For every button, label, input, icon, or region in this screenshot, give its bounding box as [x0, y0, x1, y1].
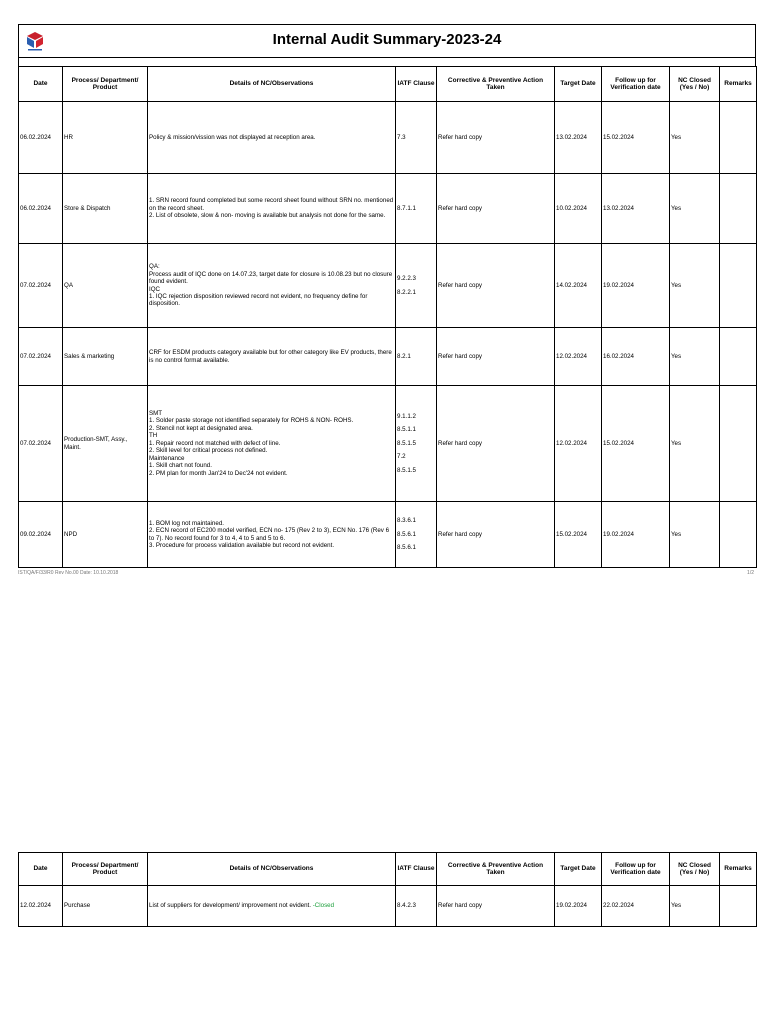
header-clause: IATF Clause	[396, 853, 437, 886]
cell-date: 07.02.2024	[19, 386, 63, 502]
cell-details	[148, 386, 396, 502]
cell-details	[148, 174, 396, 244]
cell-details	[148, 886, 396, 927]
table-row	[19, 386, 757, 502]
cell-clause: 8.4.2.3	[396, 886, 437, 927]
details-text: List of suppliers for development/ improvement not evident.	[149, 902, 313, 910]
clause-line: 8.5.1.1	[397, 426, 416, 434]
details-line: 1. Solder paste storage not identified separately for ROHS & NON- ROHS.	[149, 417, 354, 425]
details-line: 1. BOM log not maintained.	[149, 519, 224, 527]
cell-process: QA	[63, 244, 148, 328]
cell-clause	[396, 102, 437, 174]
details-line: QA:	[149, 263, 160, 271]
table-row	[19, 886, 757, 927]
clause-line: 8.2.1	[397, 352, 411, 360]
cell-action: Refer hard copy	[437, 886, 555, 927]
header-date: Date	[19, 853, 63, 886]
details-line: 1. IQC rejection disposition reviewed record not evident, no frequency define for disposition.	[149, 292, 368, 308]
clause-line: 9.2.2.3	[397, 275, 416, 283]
cell-clause	[396, 244, 437, 328]
details-line: SMT	[149, 410, 163, 418]
cell-target: 10.02.2024	[555, 174, 602, 244]
page-title: Internal Audit Summary-2023-24	[272, 31, 502, 48]
details-line: 2. Skill level for critical process not defined.	[149, 447, 268, 455]
cell-date: 07.02.2024	[19, 328, 63, 386]
cell-details	[148, 102, 396, 174]
cell-date: 06.02.2024	[19, 102, 63, 174]
cell-remarks	[720, 886, 757, 927]
closed-note: -Closed	[312, 902, 335, 910]
cell-details	[148, 244, 396, 328]
header-remarks: Remarks	[720, 67, 757, 102]
cell-target: 12.02.2024	[555, 328, 602, 386]
cell-target: 15.02.2024	[555, 502, 602, 568]
cell-date: 12.02.2024	[19, 886, 63, 927]
cell-clause	[396, 386, 437, 502]
header-process: Process/ Department/ Product	[63, 853, 148, 886]
cell-target: 12.02.2024	[555, 386, 602, 502]
cell-action: Refer hard copy	[437, 102, 555, 174]
cell-date: 09.02.2024	[19, 502, 63, 568]
audit-table-page-2	[18, 852, 757, 927]
details-line: 1. Repair record not matched with defect of line.	[149, 439, 281, 447]
header-followup: Follow up for Verification date	[602, 67, 670, 102]
details-line: 1. SRN record found completed but some record sheet found without SRN no. mentioned on the record sheet.	[149, 197, 394, 212]
cell-process: Production-SMT, Assy., Maint.	[63, 386, 148, 502]
cell-closed: Yes	[670, 174, 720, 244]
cell-closed: Yes	[670, 244, 720, 328]
cell-target: 19.02.2024	[555, 886, 602, 927]
cell-closed: Yes	[670, 502, 720, 568]
details-line: 2. ECN record of EC200 model verified, ECN no- 175 (Rev 2 to 3), ECN No. 176 (Rev 6 to 7). No record found for 3 to 4, 4 to 5 and 5 to 6.	[149, 527, 390, 542]
cell-process: Sales & marketing	[63, 328, 148, 386]
details-line: 2. PM plan for month Jan'24 to Dec'24 not evident.	[149, 469, 288, 477]
header-clause: IATF Clause	[396, 67, 437, 102]
header-closed: NC Closed (Yes / No)	[670, 67, 720, 102]
cell-action: Refer hard copy	[437, 328, 555, 386]
details-line: 2. Stencil not kept at designated area.	[149, 424, 253, 432]
cell-action: Refer hard copy	[437, 244, 555, 328]
header-closed: NC Closed (Yes / No)	[670, 853, 720, 886]
cell-closed: Yes	[670, 886, 720, 927]
table-row	[19, 502, 757, 568]
cell-target: 14.02.2024	[555, 244, 602, 328]
clause-line: 8.5.1.5	[397, 439, 416, 447]
cell-remarks	[720, 244, 757, 328]
details-line: 3. Procedure for process validation available but record not evident.	[149, 541, 335, 549]
clause-line: 9.1.1.2	[397, 412, 416, 420]
cell-followup: 15.02.2024	[602, 102, 670, 174]
cell-remarks	[720, 174, 757, 244]
cell-action: Refer hard copy	[437, 174, 555, 244]
cell-action: Refer hard copy	[437, 502, 555, 568]
details-line: Maintenance	[149, 454, 185, 462]
header-remarks: Remarks	[720, 853, 757, 886]
details-line: TH	[149, 432, 158, 440]
cell-closed: Yes	[670, 102, 720, 174]
cell-followup: 16.02.2024	[602, 328, 670, 386]
clause-line: 8.7.1.1	[397, 204, 416, 212]
details-line: IQC	[149, 285, 161, 293]
header-process: Process/ Department/ Product	[63, 67, 148, 102]
details-line: Policy & mission/vission was not displayed at reception area.	[149, 133, 316, 141]
clause-line: 7.2	[397, 453, 406, 461]
cell-followup: 19.02.2024	[602, 502, 670, 568]
cell-process: Purchase	[63, 886, 148, 927]
audit-table	[18, 66, 757, 568]
clause-line: 8.5.6.1	[397, 530, 416, 538]
table-header-row	[19, 67, 757, 102]
details-line: 1. Skill chart not found.	[149, 462, 212, 470]
header-target: Target Date	[555, 853, 602, 886]
table-row	[19, 244, 757, 328]
cell-target: 13.02.2024	[555, 102, 602, 174]
cell-remarks	[720, 386, 757, 502]
page-footer	[18, 570, 754, 576]
cell-followup: 22.02.2024	[602, 886, 670, 927]
cell-followup: 15.02.2024	[602, 386, 670, 502]
details-line: CRF for ESDM products category available but for other category like EV products, there is no control format available.	[149, 349, 392, 364]
header-details: Details of NC/Observations	[148, 67, 396, 102]
cell-process: NPD	[63, 502, 148, 568]
cell-remarks	[720, 102, 757, 174]
cell-details	[148, 328, 396, 386]
cell-remarks	[720, 328, 757, 386]
cell-closed: Yes	[670, 386, 720, 502]
cell-clause	[396, 328, 437, 386]
table-row	[19, 102, 757, 174]
cell-date: 07.02.2024	[19, 244, 63, 328]
clause-line: 7.3	[397, 133, 406, 141]
header-action: Corrective & Preventive Action Taken	[437, 853, 555, 886]
table-row	[19, 328, 757, 386]
header-details: Details of NC/Observations	[148, 853, 396, 886]
cell-process: Store & Dispatch	[63, 174, 148, 244]
cell-followup: 19.02.2024	[602, 244, 670, 328]
clause-line: 8.5.1.5	[397, 466, 416, 474]
cell-closed: Yes	[670, 328, 720, 386]
cell-followup: 13.02.2024	[602, 174, 670, 244]
footer-doc-ref: IST/QA/F/33/R0 Rev No.00 Date: 10.10.2018	[18, 570, 119, 576]
cell-action: Refer hard copy	[437, 386, 555, 502]
header-followup: Follow up for Verification date	[602, 853, 670, 886]
clause-line: 8.3.6.1	[397, 517, 416, 525]
table-header-row	[19, 853, 757, 886]
cell-remarks	[720, 502, 757, 568]
clause-line: 8.5.6.1	[397, 544, 416, 552]
cell-clause	[396, 502, 437, 568]
details-line: 2. List of obsolete, slow & non- moving is available but analysis not done for the same.	[149, 212, 386, 220]
header-date: Date	[19, 67, 63, 102]
title-box	[18, 24, 756, 58]
cell-date: 06.02.2024	[19, 174, 63, 244]
header-target: Target Date	[555, 67, 602, 102]
details-line: Process audit of IQC done on 14.07.23, target date for closure is 10.08.23 but no closure found evident.	[149, 270, 393, 286]
cell-process: HR	[63, 102, 148, 174]
cell-details	[148, 502, 396, 568]
clause-line: 8.2.2.1	[397, 288, 416, 296]
footer-page-number: 1/2	[747, 570, 754, 576]
header-action: Corrective & Preventive Action Taken	[437, 67, 555, 102]
table-row	[19, 174, 757, 244]
cell-clause	[396, 174, 437, 244]
